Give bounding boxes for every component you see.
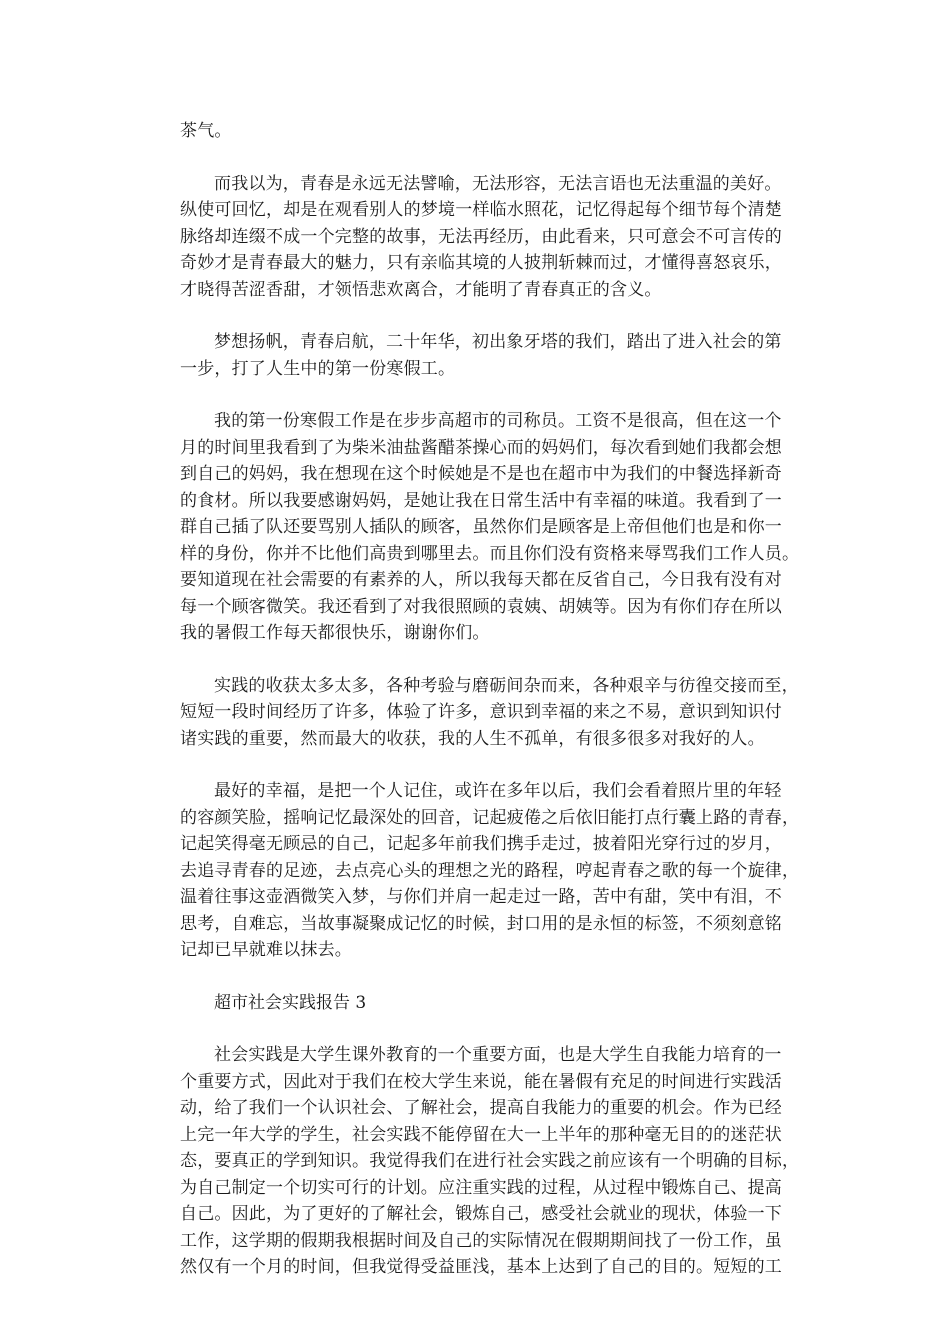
text-line: 上完一年大学的学生，社会实践不能停留在大一上半年的那种毫无目的的迷茫状 bbox=[180, 1124, 782, 1145]
text-line: 自己。因此，为了更好的了解社会，锻炼自己，感受社会就业的现状，体验一下 bbox=[180, 1204, 782, 1224]
paragraph bbox=[180, 778, 800, 964]
paragraph bbox=[180, 1042, 800, 1281]
text-line: 工作，这学期的假期我根据时间及自己的实际情况在假期期间找了一份工作，虽 bbox=[180, 1230, 782, 1251]
text-line: 记起笑得毫无顾忌的自己，记起多年前我们携手走过，披着阳光穿行过的岁月， bbox=[180, 834, 782, 854]
text-line: 样的身份，你并不比他们高贵到哪里去。而且你们没有资格来辱骂我们工作人员。 bbox=[180, 543, 800, 564]
text-line: 到自己的妈妈，我在想现在这个时候她是不是也在超市中为我们的中餐选择新奇 bbox=[180, 464, 782, 484]
text-line: 思考，自难忘，当故事凝聚成记忆的时候，封口用的是永恒的标签，不须刻意铭 bbox=[180, 913, 782, 934]
text-line: 要知道现在社会需要的有素养的人，所以我每天都在反省自己，今日我有没有对 bbox=[180, 570, 782, 590]
document-body bbox=[180, 118, 800, 1281]
text-line: 超市社会实践报告 3 bbox=[214, 992, 367, 1013]
section-heading bbox=[180, 990, 782, 1017]
text-line: 去追寻青春的足迹，去点亮心头的理想之光的路程，哼起青春之歌的每一个旋律， bbox=[180, 860, 800, 881]
paragraph-spacer bbox=[180, 303, 782, 329]
text-line: 然仅有一个月的时间，但我觉得受益匪浅，基本上达到了自己的目的。短短的工 bbox=[180, 1257, 782, 1277]
text-line: 月的时间里我看到了为柴米油盐酱醋茶操心而的妈妈们，每次看到她们我都会想 bbox=[180, 437, 782, 458]
text-line: 群自己插了队还要骂别人插队的顾客，虽然你们是顾客是上帝但他们也是和你一 bbox=[180, 517, 782, 537]
paragraph bbox=[180, 171, 782, 304]
paragraph-spacer bbox=[180, 647, 782, 673]
text-line: 动，给了我们一个认识社会、了解社会，提高自我能力的重要的机会。作为已经 bbox=[180, 1098, 782, 1118]
text-line: 一步，打了人生中的第一份寒假工。 bbox=[180, 358, 456, 379]
text-line: 才晓得苦涩香甜，才领悟悲欢离合，才能明了青春真正的含义。 bbox=[180, 279, 662, 300]
paragraph bbox=[180, 329, 782, 382]
paragraph-spacer bbox=[180, 145, 782, 171]
text-line: 而我以为，青春是永远无法譬喻，无法形容，无法言语也无法重温的美好。 bbox=[214, 173, 782, 194]
text-line: 我的第一份寒假工作是在步步高超市的司称员。工资不是很高，但在这一个 bbox=[214, 411, 782, 431]
text-line: 短短一段时间经历了许多，体验了许多，意识到幸福的来之不易，意识到知识付 bbox=[180, 702, 782, 722]
text-line: 的容颜笑脸，摇响记忆最深处的回音，记起疲倦之后依旧能打点行囊上路的青春， bbox=[180, 807, 800, 828]
document-page bbox=[180, 118, 800, 1281]
paragraph bbox=[180, 408, 800, 647]
text-line: 诸实践的重要，然而最大的收获，我的人生不孤单，有很多很多对我好的人。 bbox=[180, 728, 765, 749]
text-line: 温着往事这壶酒微笑入梦，与你们并肩一起走过一路，苦中有甜，笑中有泪，不 bbox=[180, 887, 782, 907]
text-line: 奇妙才是青春最大的魅力，只有亲临其境的人披荆斩棘而过，才懂得喜怒哀乐， bbox=[180, 253, 782, 273]
text-line: 实践的收获太多太多，各种考验与磨砺间杂而来，各种艰辛与彷徨交接而至， bbox=[214, 675, 799, 696]
paragraph-spacer bbox=[180, 382, 782, 408]
text-line: 记却已早就难以抹去。 bbox=[180, 940, 352, 960]
text-line: 态，要真正的学到知识。我觉得我们在进行社会实践之前应该有一个明确的目标， bbox=[180, 1151, 800, 1171]
text-line: 个重要方式，因此对于我们在校大学生来说，能在暑假有充足的时间进行实践活 bbox=[180, 1071, 782, 1092]
paragraph bbox=[180, 118, 782, 145]
paragraph-spacer bbox=[180, 964, 782, 990]
paragraph bbox=[180, 673, 799, 753]
text-line: 脉络却连缀不成一个完整的故事，无法再经历，由此看来，只可意会不可言传的 bbox=[180, 226, 782, 247]
text-line: 梦想扬帆，青春启航，二十年华，初出象牙塔的我们，踏出了进入社会的第 bbox=[214, 332, 782, 352]
text-line: 为自己制定一个切实可行的计划。应注重实践的过程，从过程中锻炼自己、提高 bbox=[180, 1177, 782, 1198]
text-line: 的食材。所以我要感谢妈妈，是她让我在日常生活中有幸福的味道。我看到了一 bbox=[180, 490, 782, 511]
text-line: 每一个顾客微笑。我还看到了对我很照顾的袁姨、胡姨等。因为有你们存在所以 bbox=[180, 596, 782, 617]
paragraph-spacer bbox=[180, 752, 782, 778]
text-line: 社会实践是大学生课外教育的一个重要方面，也是大学生自我能力培育的一 bbox=[214, 1045, 782, 1065]
paragraph-spacer bbox=[180, 1016, 782, 1042]
text-line: 纵使可回忆，却是在观看别人的梦境一样临水照花，记忆得起每个细节每个清楚 bbox=[180, 200, 782, 220]
text-line: 茶气。 bbox=[180, 121, 232, 141]
text-line: 最好的幸福，是把一个人记住，或许在多年以后，我们会看着照片里的年轻 bbox=[214, 781, 782, 801]
text-line: 我的暑假工作每天都很快乐，谢谢你们。 bbox=[180, 623, 490, 643]
